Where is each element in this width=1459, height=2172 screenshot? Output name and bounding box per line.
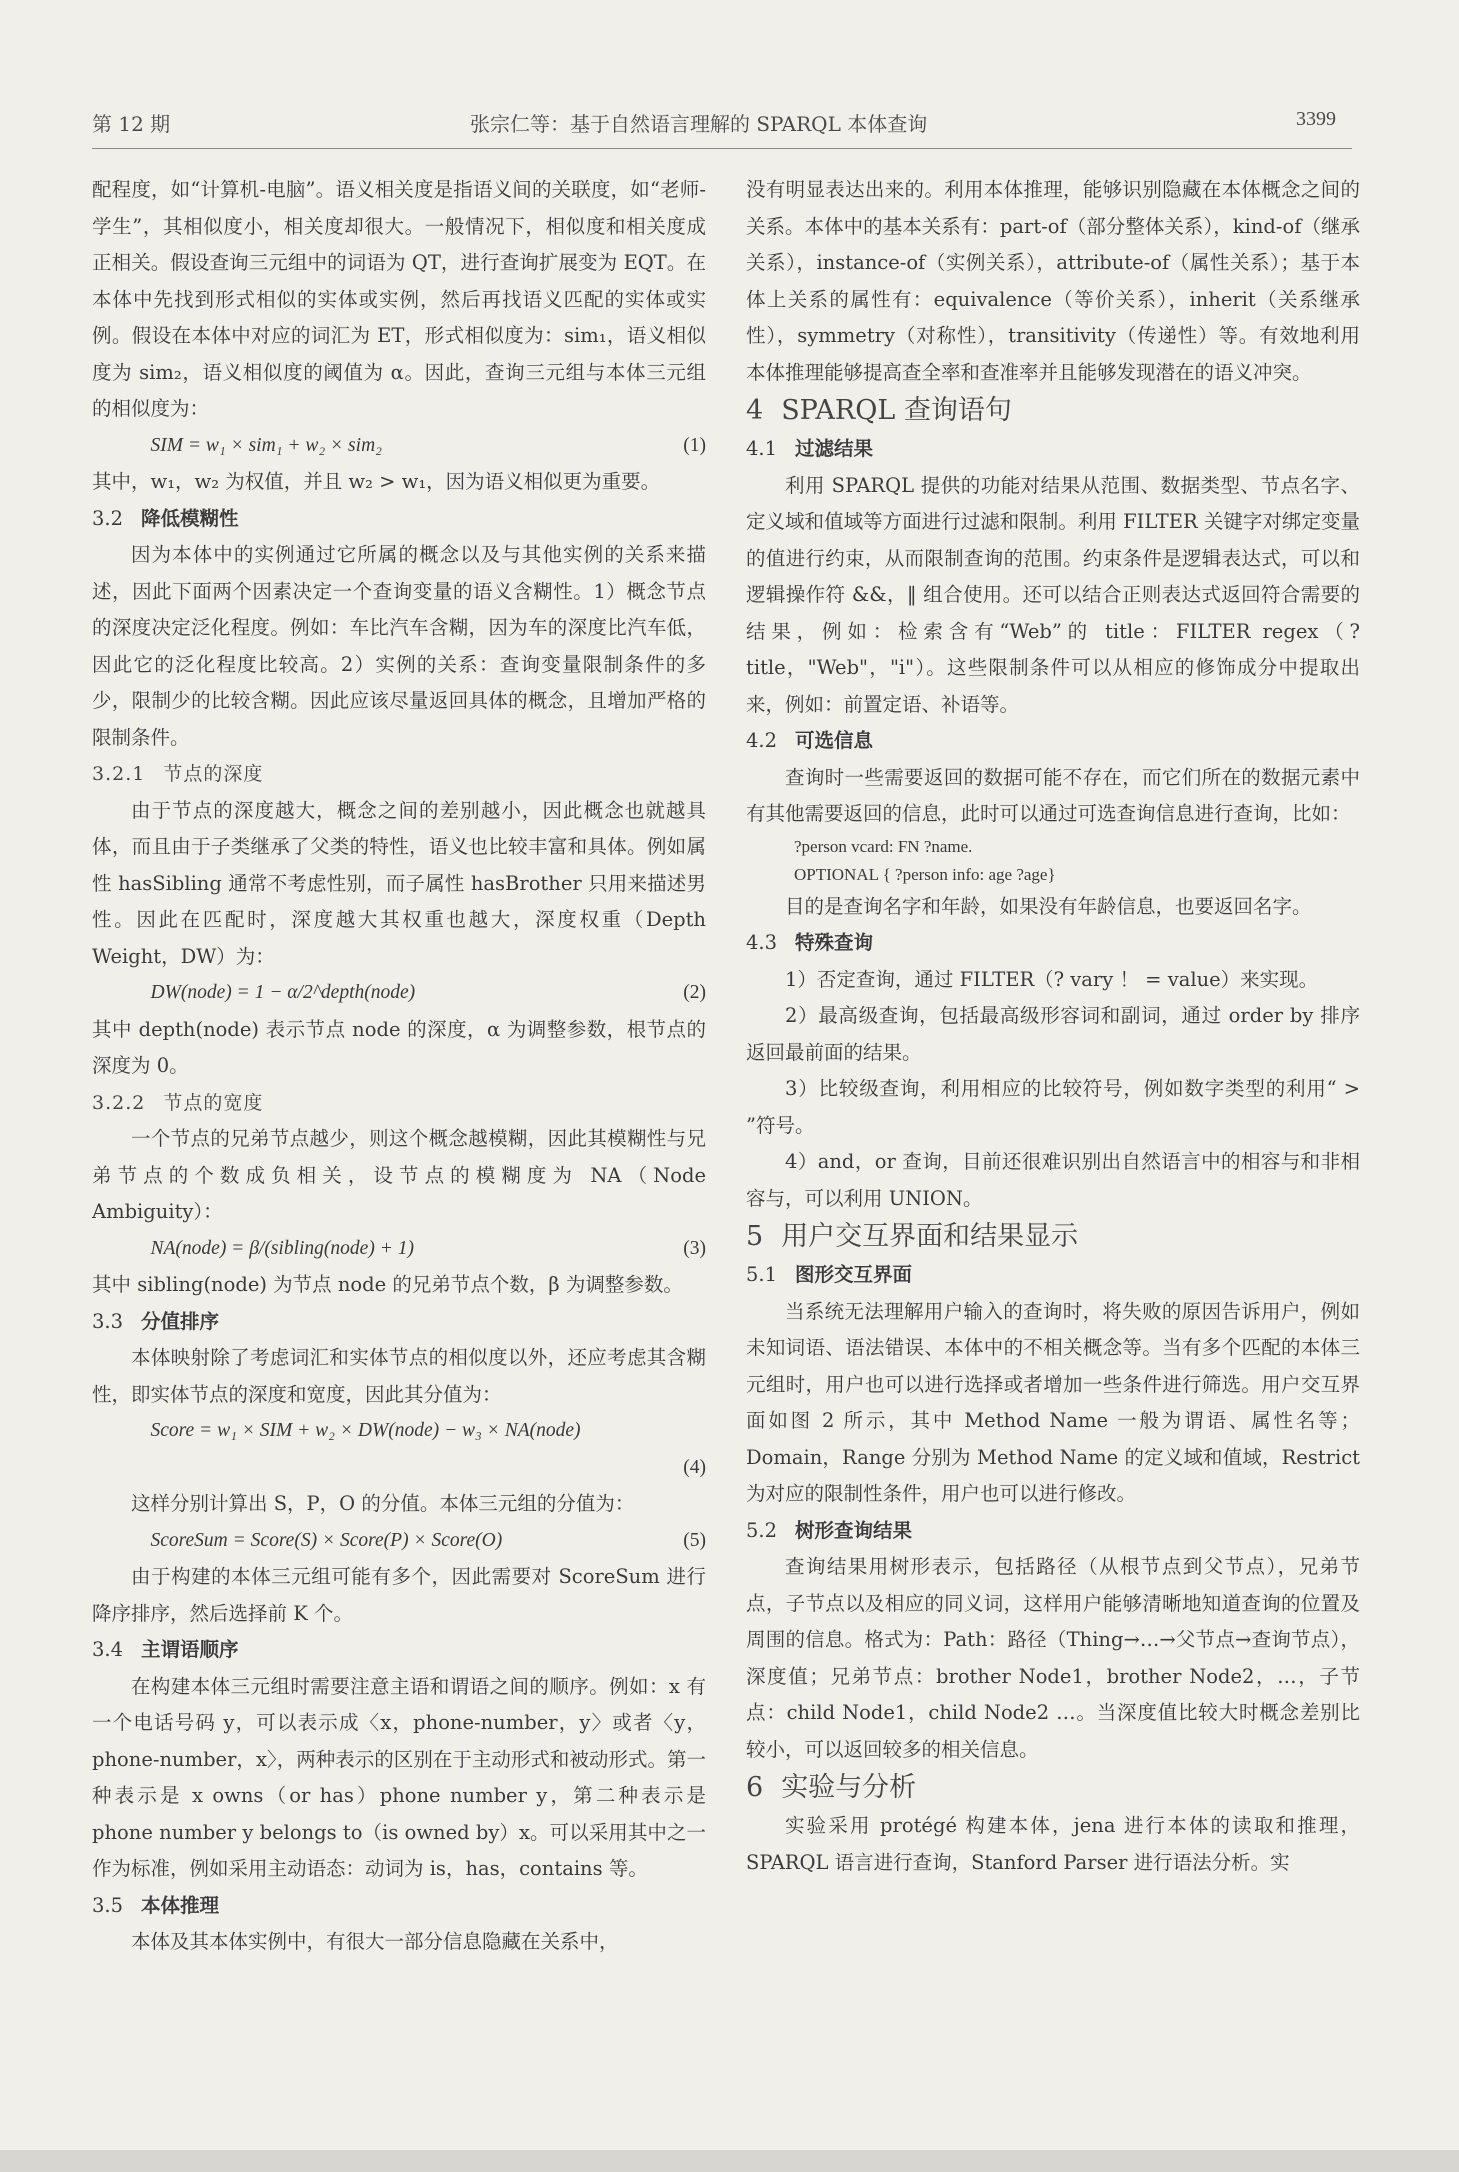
scan-edge <box>0 2150 1459 2172</box>
section-heading-5-1 <box>746 1257 1360 1294</box>
paragraph: 这样分别计算出 S，P，O 的分值。本体三元组的分值为： <box>131 1492 635 1515</box>
section-heading-5-2 <box>746 1513 1360 1550</box>
section-number: 5.2 <box>746 1518 778 1542</box>
section-heading-3-2-1 <box>92 756 706 793</box>
section-heading-5 <box>746 1217 1360 1257</box>
section-number: 3.2.2 <box>92 1091 146 1114</box>
section-number: 3.3 <box>92 1309 124 1333</box>
section-heading-3-4 <box>92 1632 706 1669</box>
equation-text: NA(node) = β/(sibling(node) + 1) <box>150 1237 414 1259</box>
paragraph: 一个节点的兄弟节点越少，则这个概念越模糊，因此其模糊性与兄弟节点的个数成负相关，设节点的模糊度为 NA（Node Ambiguity）： <box>92 1127 706 1223</box>
section-title: 特殊查询 <box>795 931 874 954</box>
section-title: 降低模糊性 <box>141 506 239 530</box>
paragraph: 利用 SPARQL 提供的功能对结果从范围、数据类型、节点名字、定义域和值域等方面进行过滤和限制。利用 FILTER 关键字对绑定变量的值进行约束，从而限制查询的范围。约束条件是逻辑表达式，可以和逻辑操作符 &&，‖ 组合使用。还可以结合正则表达式返回符合需要的结果，例如：检索含有“Web”的 title：FILTER regex（? title，"Web"，"i"）。这些限制条件可以从相应的修饰成分中提取出来，例如：前置定语、补语等。 <box>746 473 1360 716</box>
equation-text: DW(node) = 1 − α/2^depth(node) <box>150 982 416 1003</box>
section-number: 3.4 <box>92 1638 124 1661</box>
equation-3 <box>92 1231 706 1268</box>
equation-text: Score = w₁ × SIM + w₂ × DW(node) − w₃ × NA(node) <box>150 1420 581 1441</box>
equation-number: (5) <box>683 1529 706 1551</box>
section-heading-3-3 <box>92 1304 706 1341</box>
paragraph: 查询结果用树形表示，包括路径（从根节点到父节点），兄弟节点，子节点以及相应的同义词，这样用户能够清晰地知道查询的位置及周围的信息。格式为：Path：路径（Thing→…→父节点→查询节点），深度值；兄弟节点：brother Node1，brother Node2，…，子节点：child Node1，child Node2 …。当深度值比较大时概念差别比较小，可以返回较多的相关信息。 <box>746 1555 1360 1761</box>
section-heading-4 <box>746 391 1360 431</box>
section-number: 4.3 <box>746 931 778 954</box>
section-heading-3-5 <box>92 1888 706 1925</box>
paragraph: 在构建本体三元组时需要注意主语和谓语之间的顺序。例如：x 有一个电话号码 y，可以表示成〈x，phone-number，y〉或者〈y，phone-number，x〉，两种表示的区别在于主动形式和被动形式。第一种表示是 x owns（or has）phone number y，第二种表示是 phone number y belongs to（is owned by）x。可以采用其中之一作为标准，例如采用主动语态：动词为 is，has，contains 等。 <box>92 1674 706 1880</box>
section-heading-4-2 <box>746 723 1360 760</box>
paragraph: 其中 depth(node) 表示节点 node 的深度，α 为调整参数，根节点的深度为 0。 <box>92 1017 706 1077</box>
section-title: 本体推理 <box>141 1893 220 1917</box>
header-rule <box>92 148 1352 149</box>
section-number: 3.2 <box>92 506 124 530</box>
section-heading-6 <box>746 1768 1360 1808</box>
section-heading-3-2-2 <box>92 1085 706 1122</box>
paragraph: 其中 sibling(node) 为节点 node 的兄弟节点个数，β 为调整参数。 <box>92 1273 683 1296</box>
paragraph: 没有明显表达出来的。利用本体推理，能够识别隐藏在本体概念之间的关系。本体中的基本关系有：part-of（部分整体关系），kind-of（继承关系），instance-of（实例关系），attribute-of（属性关系）；基于本体上关系的属性有：equivalence（等价关系），inherit（关系继承性），symmetry（对称性），transitivity（传递性）等。有效地利用本体推理能够提高查全率和查准率并且能够发现潜在的语义冲突。 <box>746 178 1360 384</box>
paragraph: 本体及其本体实例中，有很大一部分信息隐藏在关系中， <box>131 1930 619 1953</box>
paragraph: 由于节点的深度越大，概念之间的差别越小，因此概念也就越具体，而且由于子类继承了父类的特性，语义也比较丰富和具体。例如属性 hasSibling 通常不考虑性别，而子属性 hasBrother 只用来描述男性。因此在匹配时，深度越大其权重也越大，深度权重（Depth Weight，DW）为： <box>92 798 706 968</box>
section-heading-3-2 <box>92 501 706 538</box>
paragraph: 目的是查询名字和年龄，如果没有年龄信息，也要返回名字。 <box>785 894 1312 918</box>
section-number: 4 <box>746 395 764 426</box>
section-title: 分值排序 <box>141 1309 220 1333</box>
equation-number: (3) <box>683 1237 706 1259</box>
paragraph: 查询时一些需要返回的数据可能不存在，而它们所在的数据元素中有其他需要返回的信息，此时可以通过可选查询信息进行查询，比如： <box>746 765 1360 825</box>
section-title: 可选信息 <box>795 729 874 752</box>
section-number: 5.1 <box>746 1263 778 1286</box>
equation-5 <box>92 1523 706 1560</box>
section-number: 4.1 <box>746 437 778 460</box>
running-title: 张宗仁等：基于自然语言理解的 SPARQL 本体查询 <box>470 112 928 136</box>
paragraph: 因为本体中的实例通过它所属的概念以及与其他实例的关系来描述，因此下面两个因素决定一个查询变量的语义含糊性。1）概念节点的深度决定泛化程度。例如：车比汽车含糊，因为车的深度比汽车低，因此它的泛化程度比较高。2）实例的关系：查询变量限制条件的多少，限制少的比较含糊。因此应该尽量返回具体的概念，且增加严格的限制条件。 <box>92 543 706 749</box>
equation-1 <box>92 428 706 465</box>
section-title: 过滤结果 <box>795 437 874 460</box>
section-number: 5 <box>746 1221 764 1252</box>
section-title: 节点的深度 <box>163 763 264 785</box>
section-title: 实验与分析 <box>781 1772 917 1803</box>
equation-text: ScoreSum = Score(S) × Score(P) × Score(O) <box>150 1529 503 1551</box>
section-heading-4-1 <box>746 431 1360 468</box>
section-title: 节点的宽度 <box>163 1091 264 1114</box>
code-line: ?person vcard: FN ?name. <box>794 836 973 856</box>
list-item: 2）最高级查询，包括最高级形容词和副词，通过 order by 排序返回最前面的结果。 <box>746 1004 1360 1064</box>
paragraph: 当系统无法理解用户输入的查询时，将失败的原因告诉用户，例如未知词语、语法错误、本体中的不相关概念等。当有多个匹配的本体三元组时，用户也可以进行选择或者增加一些条件进行筛选。用户交互界面如图 2 所示，其中 Method Name 一般为谓语、属性名等；Domain，Range 分别为 Method Name 的定义域和值域，Restrict 为对应的限制性条件，用户也可以进行修改。 <box>746 1299 1360 1505</box>
list-item: 3）比较级查询，利用相应的比较符号，例如数字类型的利用“ > ”符号。 <box>746 1077 1360 1137</box>
list-item: 4）and，or 查询，目前还很难识别出自然语言中的相容与和非相容与，可以利用 UNION。 <box>746 1150 1360 1210</box>
equation-number: (2) <box>683 982 706 1003</box>
equation-2 <box>92 975 706 1012</box>
paragraph: 配程度，如“计算机-电脑”。语义相关度是指语义间的关联度，如“老师-学生”，其相似度小，相关度却很大。一般情况下，相似度和相关度成正相关。假设查询三元组中的词语为 QT，进行查询扩展变为 EQT。在本体中先找到形式相似的实体或实例，然后再找语义匹配的实体或实例。假设在本体中对应的词汇为 ET，形式相似度为：sim₁，语义相似度为 sim₂，语义相似度的阈值为 α。因此，查询三元组与本体三元组的相似度为： <box>92 178 706 420</box>
section-number: 4.2 <box>746 729 778 752</box>
section-title: 主谓语顺序 <box>141 1638 239 1661</box>
equation-number: (4) <box>683 1456 706 1478</box>
equation-text: SIM = w₁ × sim₁ + w₂ × sim₂ <box>150 434 382 456</box>
page-number: 3399 <box>1296 108 1336 130</box>
code-line: OPTIONAL { ?person info: age ?age} <box>794 864 1056 884</box>
paragraph: 其中，w₁，w₂ 为权值，并且 w₂ > w₁，因为语义相似更为重要。 <box>92 470 661 493</box>
section-title: 树形查询结果 <box>795 1518 913 1542</box>
equation-4 <box>92 1413 706 1450</box>
section-title: 用户交互界面和结果显示 <box>781 1221 1079 1252</box>
section-heading-4-3 <box>746 925 1360 962</box>
section-title: SPARQL 查询语句 <box>781 395 1012 426</box>
paragraph: 实验采用 protégé 构建本体，jena 进行本体的读取和推理，SPARQL 语言进行查询，Stanford Parser 进行语法分析。实 <box>746 1814 1360 1874</box>
left-column <box>92 172 706 1961</box>
paragraph: 由于构建的本体三元组可能有多个，因此需要对 ScoreSum 进行降序排序，然后选择前 K 个。 <box>92 1565 706 1625</box>
equation-number: (1) <box>683 434 706 456</box>
journal-issue: 第 12 期 <box>92 112 171 136</box>
section-number: 6 <box>746 1772 764 1803</box>
list-item: 1）否定查询，通过 FILTER（? vary ！ = value）来实现。 <box>785 967 1319 991</box>
section-title: 图形交互界面 <box>795 1263 913 1286</box>
paragraph: 本体映射除了考虑词汇和实体节点的相似度以外，还应考虑其含糊性，即实体节点的深度和宽度，因此其分值为： <box>92 1346 706 1406</box>
right-column <box>746 172 1360 1881</box>
section-number: 3.2.1 <box>92 763 146 785</box>
section-number: 3.5 <box>92 1893 124 1917</box>
